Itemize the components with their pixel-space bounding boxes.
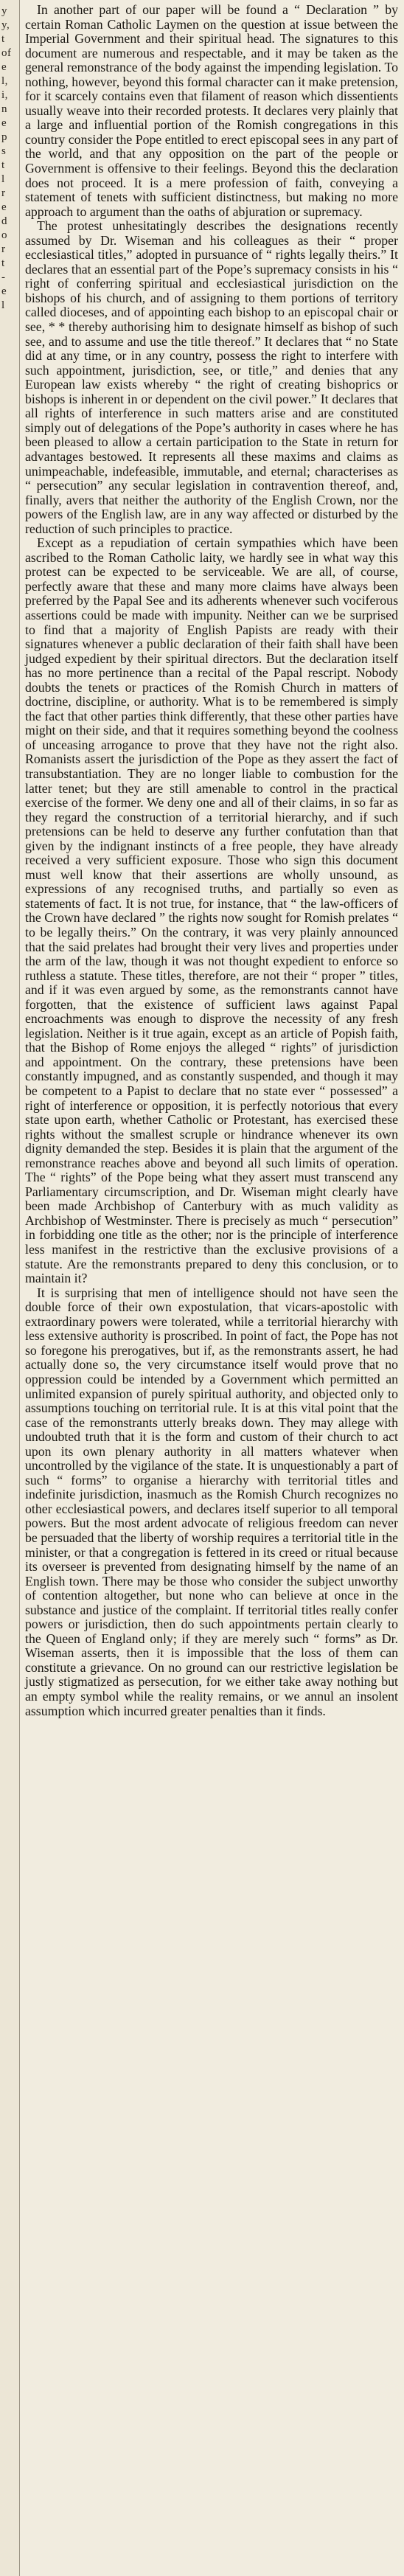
adjacent-column-fragment: - bbox=[1, 271, 6, 283]
adjacent-column-fragment: y bbox=[1, 5, 7, 17]
adjacent-column-fragment: l bbox=[1, 173, 5, 185]
article-paragraph-repudiation: Except as a repudiation of certain sympathies which have been ascribed to the Roman Catholic laity, we hardly see in what way this protest can be expected to be serviceable. We are all, of course, perfectly aware that these and many more claims have always been preferred by the Papal See and its adherents whenever such vociferous assertions could be made with impunity. Neither can we be surprised to find that a majority of English Papists are ready with their signatures whenever a public declaration of their faith shall have been judged expedient by their spiritual directors. But the declaration itself has no more pertinence than a recital of the Papal rescript. Nobody doubts the tenets or practices of the Romish Church in matters of doctrine, discipline, or authority. What is to be remembered is simply the fact that other parties think differently, that these other parties have might on their side, and that it requires something beyond the coolness of unceasing arrogance to prove that they have not the right also. Romanists assert the jurisdiction of the Pope as they assert the fact of transubstantiation. They are no longer liable to combustion for the latter tenet; but they are still amenable to control in the practical exercise of the former. We deny one and all of their claims, in so far as they regard the construction of a territorial hierarchy, and if such pretensions can be held to deserve any further confutation than that given by the indignant instincts of a free people, they have already received a very sufficient exposure. Those who sign this document must well know that their assertions are wholly unsound, as expressions of any recognised truths, and partially so even as statements of fact. It is not true, for instance, that “ the law-officers of the Crown have declared ” the rights now sought for Romish prelates “ to be legally theirs.” On the contrary, it was very plainly announced that the said prelates had brought their very lives and properties under the arm of the law, though it was not thought expedient to enforce so ruthless a statute. These titles, therefore, are not their “ proper ” titles, and if it was even argued by some, as the remonstrants cannot have forgotten, that the existence of sufficient laws against Papal encroachments was enough to disprove the necessity of any fresh legislation. Neither is it true again, except as an article of Popish faith, that the Bishop of Rome enjoys the alleged “ rights” of jurisdiction and appointment. On the contrary, these pretensions have been constantly impugned, and as constantly suspended, and though it may be competent to a Papist to declare that no state ever “ possessed” a right of interference or opposition, it is perfectly notorious that every state upon earth, whether Catholic or Protestant, has exercised these rights without the smallest scruple or hindrance whenever its own dignity demanded the step. Besides it is plain that the argument of the remonstrance reaches above and beyond all such limits of operation. The “ rights” of the Pope being what they assert must transcend any Parliamentary circumscription, and Dr. Wiseman might clearly have been made Archbishop of Canterbury with as much validity as Archbishop of Westminster. There is precisely as much “ persecution” in forbidding one title as the other; nor is the principle of interference less manifest in the restrictive than the exclusive provisions of a statute. Are the remonstrants prepared to deny this conclusion, or to maintain it? bbox=[25, 535, 398, 1286]
adjacent-column-fragment: n bbox=[1, 103, 7, 115]
adjacent-column-fragment: e bbox=[1, 61, 7, 73]
adjacent-column-fragment: l, bbox=[1, 75, 8, 87]
adjacent-column-fragment: e bbox=[1, 201, 7, 213]
adjacent-column-edge bbox=[0, 0, 20, 2576]
article-paragraph-declaration: In another part of our paper will be found a “ Declaration ” by certain Roman Catholic Laymen on the question at issue between the Imperial Government and their spiritual head. The signatures to this document are numerous and respectable, and it may be taken as the general remonstrance of the body against the impending legislation. To nothing, however, beyond this formal character can it make pretension, for it scarcely contains even that filament of reason which dissentients usually weave into their recorded protests. It declares very plainly that a large and influential portion of the Romish congregations in this country consider the Pope entitled to erect episcopal sees in any part of the world, and that any opposition on the part of the people or Government is offensive to their feelings. Beyond this the declaration does not proceed. It is a mere profession of faith, conveying a statement of tenets with sufficient distinctness, but making no more approach to argument than the oaths of abjuration or supremacy. bbox=[25, 2, 398, 219]
adjacent-column-fragment: d bbox=[1, 215, 7, 227]
adjacent-column-fragment: s bbox=[1, 145, 7, 157]
adjacent-column-fragment: e bbox=[1, 285, 7, 297]
adjacent-column-fragment: r bbox=[1, 243, 6, 255]
adjacent-column-fragment: p bbox=[1, 131, 7, 143]
adjacent-column-fragment: t bbox=[1, 33, 5, 45]
adjacent-column-fragment: e bbox=[1, 117, 7, 129]
adjacent-column-fragment: t bbox=[1, 257, 5, 269]
adjacent-column-fragment: t bbox=[1, 159, 5, 171]
article-paragraph-conclusion: It is surprising that men of intelligence should not have seen the double force of their own expostulation, that vicars-apostolic with extraordinary powers were tolerated, while a territorial hierarchy with less extensive authority is proscribed. In point of fact, the Pope has not so foregone his prerogatives, but if, as the remonstrants assert, he had actually done so, the very circumstance itself would prove that no oppression could be intended by a Government which permitted an unlimited expansion of purely spiritual authority, and objected only to assumptions touching on territorial rule. It is at this vital point that the case of the remonstrants utterly breaks down. They may allege with undoubted truth that it is the form and custom of their church to act upon its own plenary authority in all matters whatever when uncontrolled by the vigilance of the state. It is unquestionably a part of such “ forms” to organise a hierarchy with territorial titles and indefinite jurisdiction, inasmuch as the Romish Church recognizes no other ecclesiastical powers, and declares itself superior to all temporal powers. But the most ardent advocate of religious freedom can never be persuaded that the liberty of worship requires a territorial title in the minister, or that a congregation is fettered in its creed or ritual because its overseer is prevented from designating himself by the name of an English town. There may be those who consider the subject unworthy of contention altogether, but none who can believe at once in the substance and justice of the complaint. If territorial titles really confer powers or jurisdiction, then do such appointments pertain clearly to the Queen of England only; if they are merely such “ forms” as Dr. Wiseman asserts, then it is impossible that the loss of them can constitute a grievance. On no ground can our restrictive legislation be justly stigmatized as persecution, for we either take away nothing but an empty symbol while the reality remains, or we annul an insolent assumption which incurred greater penalties than it finds. bbox=[25, 1285, 398, 1718]
adjacent-column-fragment: o bbox=[1, 229, 7, 241]
adjacent-column-fragment: of bbox=[1, 47, 12, 59]
adjacent-column-fragment: r bbox=[1, 187, 6, 199]
article-column bbox=[25, 3, 398, 1718]
adjacent-column-fragment: y, bbox=[1, 19, 10, 31]
adjacent-column-fragment: l bbox=[1, 299, 5, 311]
article-paragraph-protest: The protest unhesitatingly describes the designations recently assumed by Dr. Wiseman and his colleagues as their “ proper ecclesiastical titles,” adopted in pursuance of “ rights legally theirs.” It declares that an essential part of the Pope’s supremacy consists in his “ right of conferring spiritual and ecclesiastical jurisdiction on the bishops of his church, and of assigning to them portions of territory called dioceses, and of appointing each bishop to an episcopal chair or see, * * thereby authorising him to designate himself as bishop of such see, and to assume and use the title thereof.” It declares that “ no State did at any time, or in any country, possess the right to interfere with such appointment, jurisdiction, see, or title,” and denies that any European law exists whereby “ the right of creating bishoprics or bishops is inherent in or dependent on the civil power.” It declares that all rights of interference in such matters arise and are constituted simply out of delegations of the Pope’s authority in cases where he has been pleased to allow a certain participation to the State in return for advantages bestowed. It represents all these maxims and claims as unimpeachable, indefeasible, immutable, and eternal; characterises as “ persecution” any secular legislation in contravention thereof, and, finally, avers that neither the authority of the English Crown, nor the powers of the English law, are in any way affected or disturbed by the reduction of such principles to practice. bbox=[25, 218, 398, 536]
adjacent-column-fragment: i, bbox=[1, 89, 8, 101]
